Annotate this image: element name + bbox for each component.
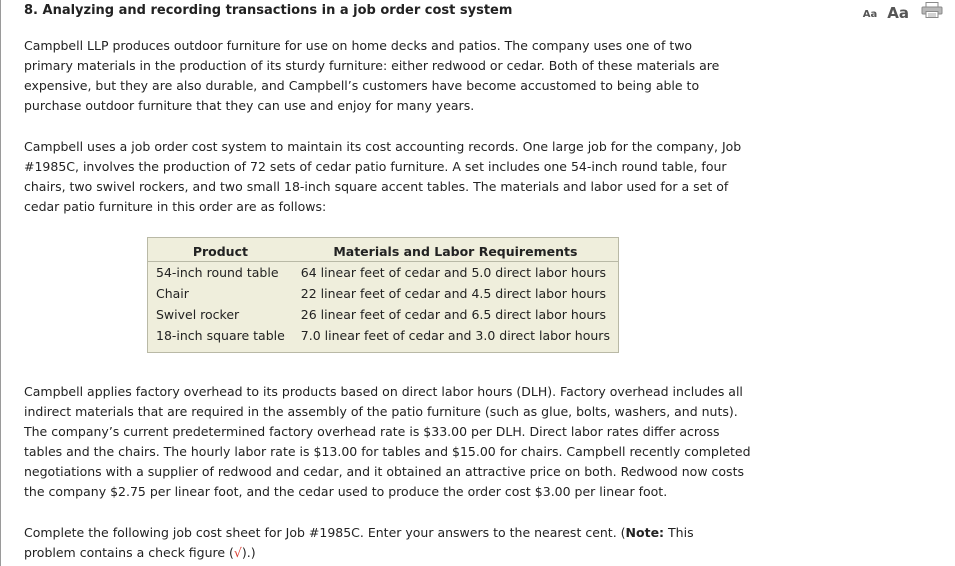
print-button[interactable] [919, 2, 943, 22]
check-figure-icon: √ [233, 545, 242, 560]
instructions-text-continued: This problem contains a check figure ( [24, 525, 694, 560]
table-row [148, 283, 619, 304]
job-order-paragraph: Campbell uses a job order cost system to maintain its cost accounting records. One large job for the company, Job #1985C, involves the production of 72 sets of cedar patio furniture. A set includes one 54-inch round table, four chairs, two swivel rockers, and two small 18-inch square accent tables. The materials and labor used for a set of cedar patio furniture in this order are as follows: [24, 139, 742, 214]
printer-icon [921, 2, 943, 18]
table-row [148, 262, 619, 284]
instructions-text-end: ).) [241, 545, 256, 560]
table-header-row [148, 238, 619, 262]
requirement-cell: 7.0 linear feet of cedar and 3.0 direct labor hours [300, 328, 610, 343]
left-border [0, 0, 1, 566]
toolbar [863, 2, 943, 22]
requirements-table [147, 237, 619, 353]
overhead-paragraph: Campbell applies factory overhead to its products based on direct labor hours (DLH). Factory overhead includes all indirect materials that are required in the assembly of the patio furniture (such as glue, bolts, washers, and nuts). The company’s current predetermined factory overhead rate is $33.00 per DLH. Direct labor rates differ across tables and the chairs. The hourly labor rate is $13.00 for tables and $15.00 for chairs. Campbell recently completed negotiations with a supplier of redwood and cedar, and it obtained an attractive price on both. Redwood now costs the company $2.75 per linear foot, and the cedar used to produce the order cost $3.00 per linear foot. [24, 384, 751, 499]
requirement-cell: 64 linear feet of cedar and 5.0 direct labor hours [300, 265, 606, 280]
requirement-cell: 26 linear feet of cedar and 6.5 direct labor hours [300, 307, 606, 322]
instructions-paragraph [24, 523, 744, 563]
font-decrease-button[interactable]: Aa [862, 9, 878, 20]
product-cell: 54-inch round table [156, 265, 279, 280]
font-increase-button[interactable]: Aa [887, 4, 909, 22]
requirement-cell: 22 linear feet of cedar and 4.5 direct labor hours [300, 286, 606, 301]
instructions-text: Complete the following job cost sheet for Job #1985C. Enter your answers to the nearest cent. ( [24, 525, 626, 540]
product-cell: Chair [156, 286, 189, 301]
table-row [148, 304, 619, 325]
requirements-column-header: Materials and Labor Requirements [293, 238, 619, 262]
note-label: Note: [625, 525, 665, 540]
product-cell: Swivel rocker [156, 307, 240, 322]
product-column-header: Product [148, 238, 293, 262]
intro-paragraph: Campbell LLP produces outdoor furniture for use on home decks and patios. The company uses one of two primary materials in the production of its sturdy furniture: either redwood or cedar. Both of these materials are expensive, but they are also durable, and Campbell’s customers have become accustomed to being able to purchase outdoor furniture that they can use and enjoy for many years. [24, 38, 720, 113]
table-row [148, 325, 619, 353]
problem-title: 8. Analyzing and recording transactions in a job order cost system [24, 3, 513, 18]
product-cell: 18-inch square table [156, 328, 285, 343]
